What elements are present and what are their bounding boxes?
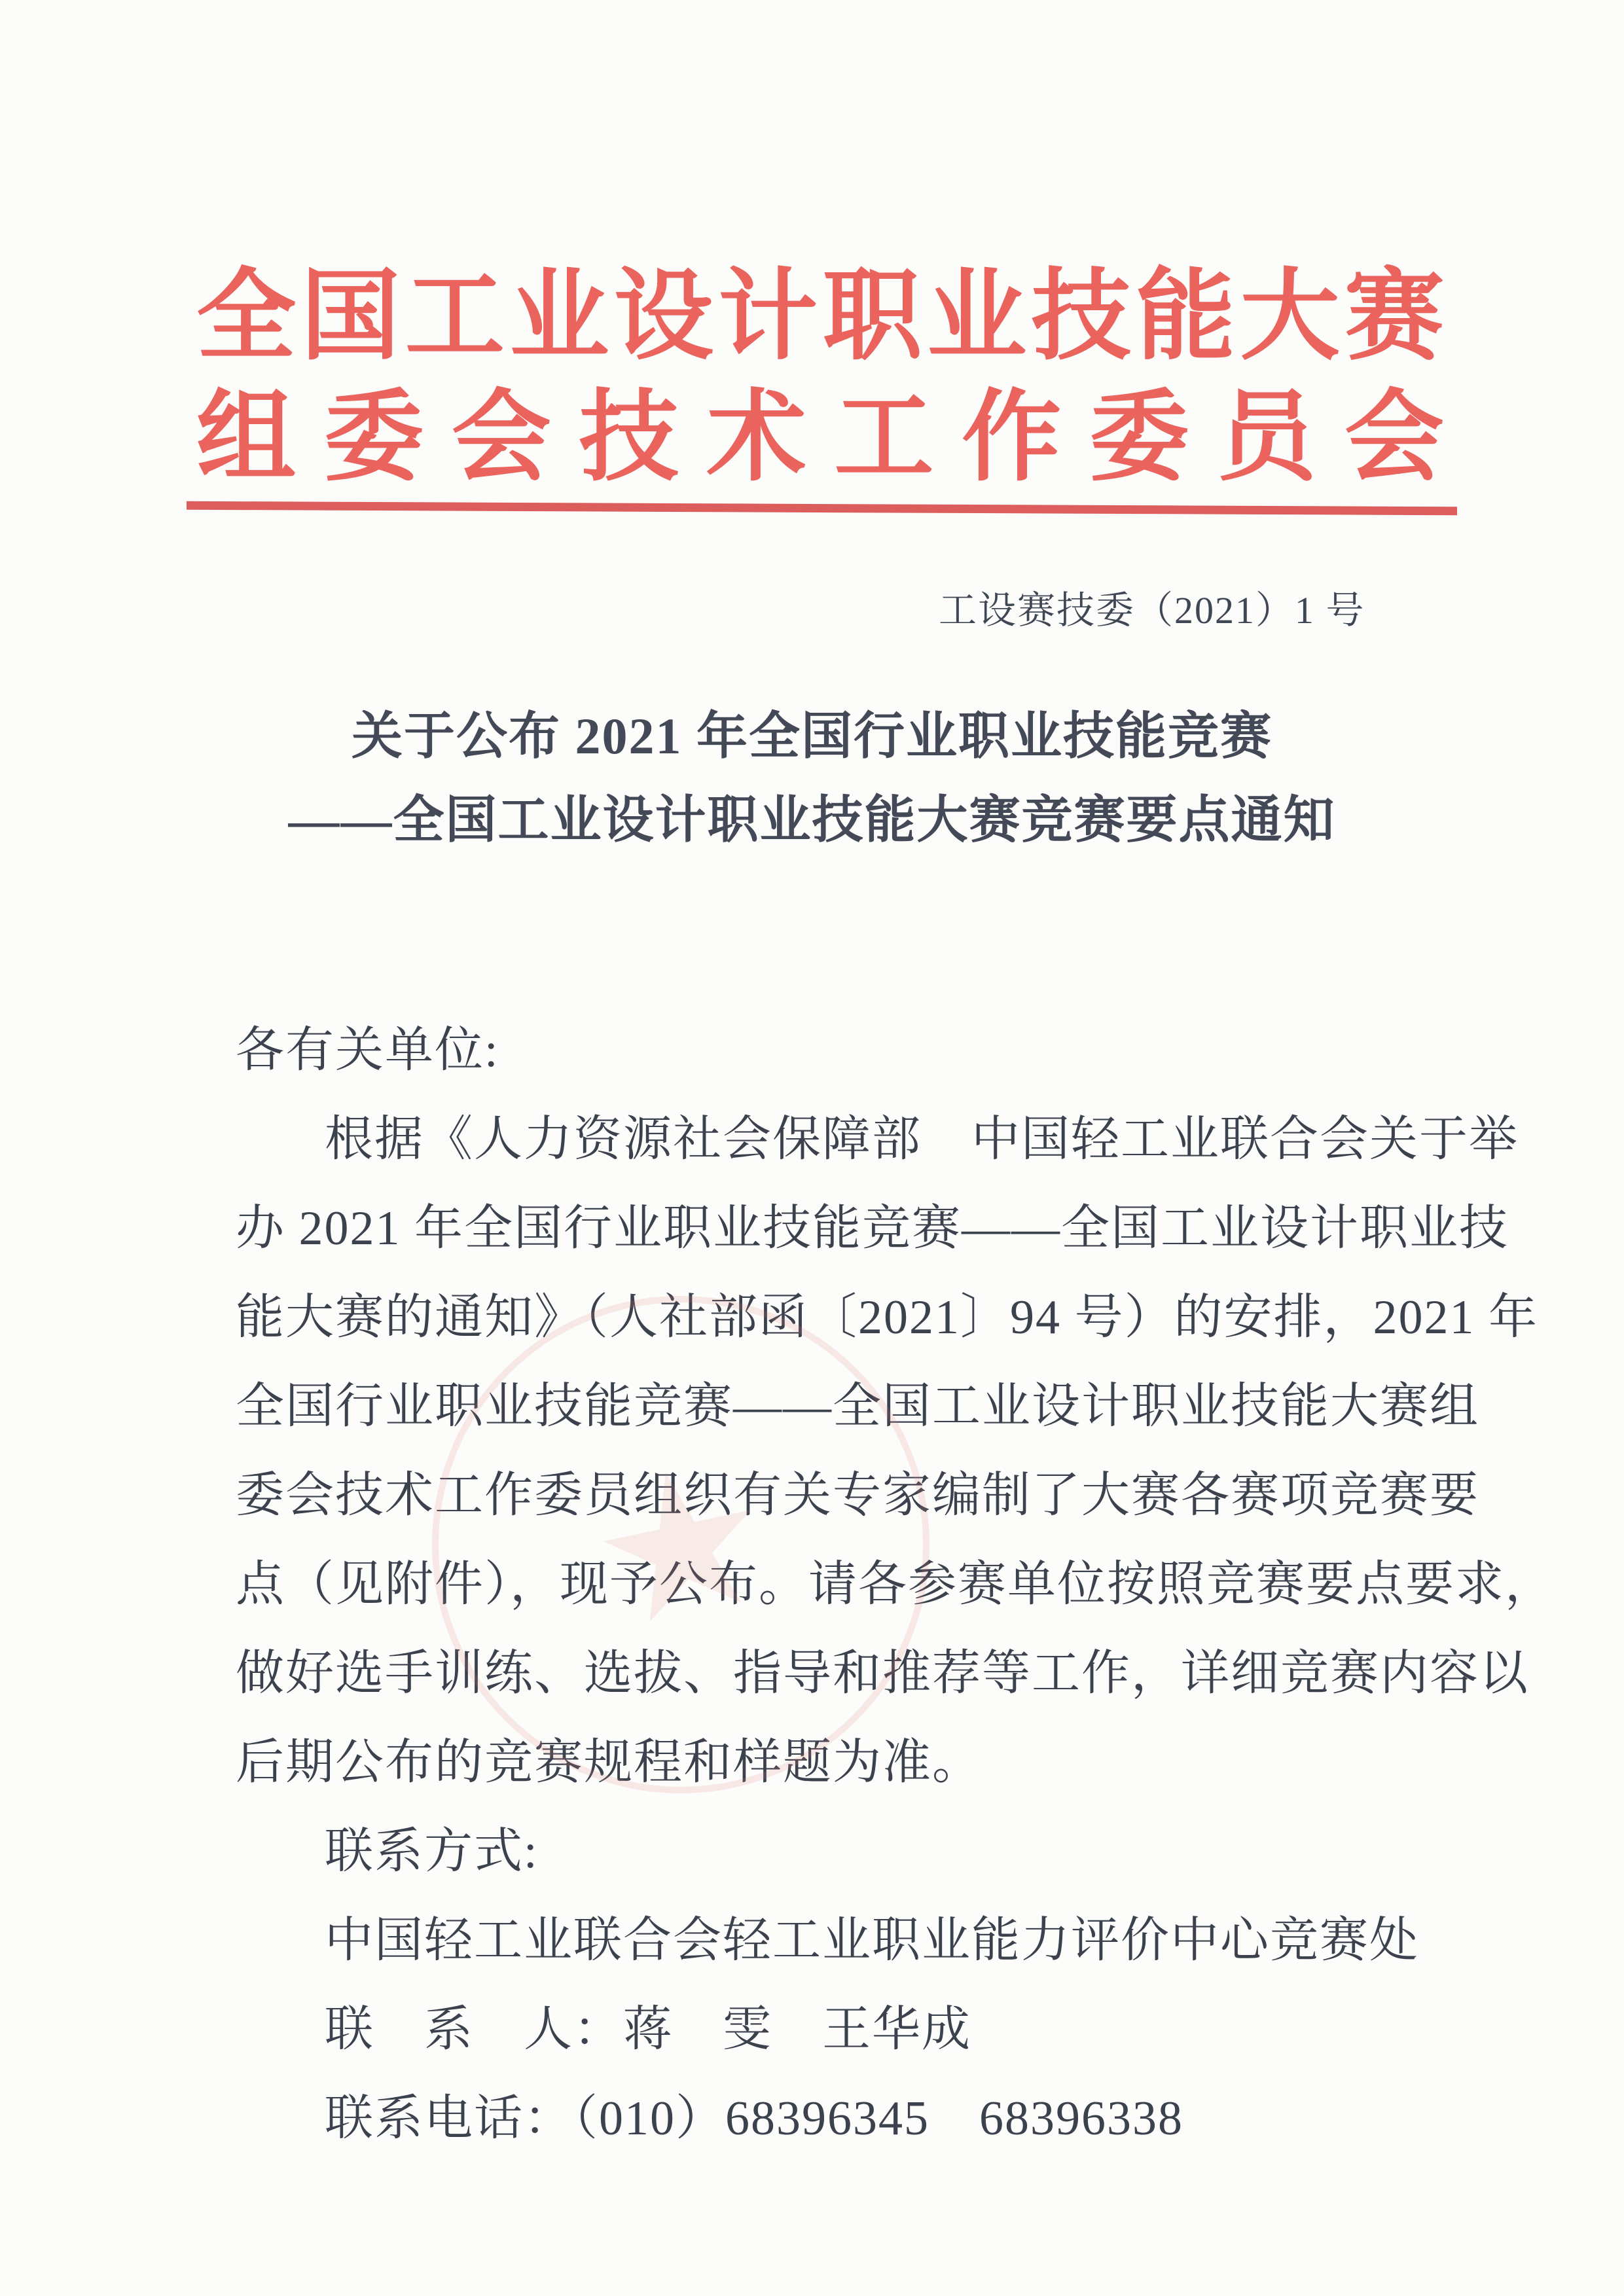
- issuer-header-line-1: 全国工业设计职业技能大赛: [196, 262, 1444, 372]
- paragraph-line: 根据《人力资源社会保障部 中国轻工业联合会关于举: [325, 1113, 1519, 1166]
- notice-title: [0, 694, 1624, 862]
- issuer-header-line-2: 组委会技术工作委员会: [196, 383, 1444, 493]
- paragraph-line: 全国行业职业技能竞赛——全国工业设计职业技能大赛组: [236, 1380, 1479, 1433]
- paragraph-line: 后期公布的竞赛规程和样题为准。: [236, 1736, 982, 1789]
- notice-title-line-2: ——全国工业设计职业技能大赛竞赛要点通知: [288, 791, 1336, 848]
- contact-phone: 联系电话：（010）68396345 68396338: [325, 2092, 1183, 2145]
- salutation: 各有关单位:: [236, 1024, 499, 1077]
- issuer-header: [196, 0, 1444, 499]
- paragraph-line: 做好选手训练、选拔、指导和推荐等工作，详细竞赛内容以: [236, 1647, 1529, 1700]
- notice-body: [236, 1006, 1555, 2163]
- contact-persons: 联 系 人：蒋 雯 王华成: [325, 2003, 971, 2056]
- paragraph-line: 点（见附件），现予公布。请各参赛单位按照竞赛要点要求，: [236, 1558, 1555, 1611]
- seal-star-icon: ★: [571, 1414, 791, 1675]
- contact-org: 中国轻工业联合会轻工业职业能力评价中心竞赛处: [325, 1914, 1419, 1967]
- paragraph-line: 办 2021 年全国行业职业技能竞赛——全国工业设计职业技: [236, 1202, 1509, 1255]
- paragraph-line: 能大赛的通知》（人社部函〔2021〕94 号）的安排，2021 年: [236, 1291, 1538, 1344]
- contact-heading: 联系方式:: [325, 1825, 539, 1878]
- document-number: 工设赛技委（2021）1 号: [939, 589, 1365, 632]
- paragraph-line: 委会技术工作委员组织有关专家编制了大赛各赛项竞赛要: [236, 1469, 1479, 1522]
- red-divider-line: [187, 501, 1457, 515]
- notice-title-line-1: 关于公布 2021 年全国行业职业技能竞赛: [351, 708, 1272, 764]
